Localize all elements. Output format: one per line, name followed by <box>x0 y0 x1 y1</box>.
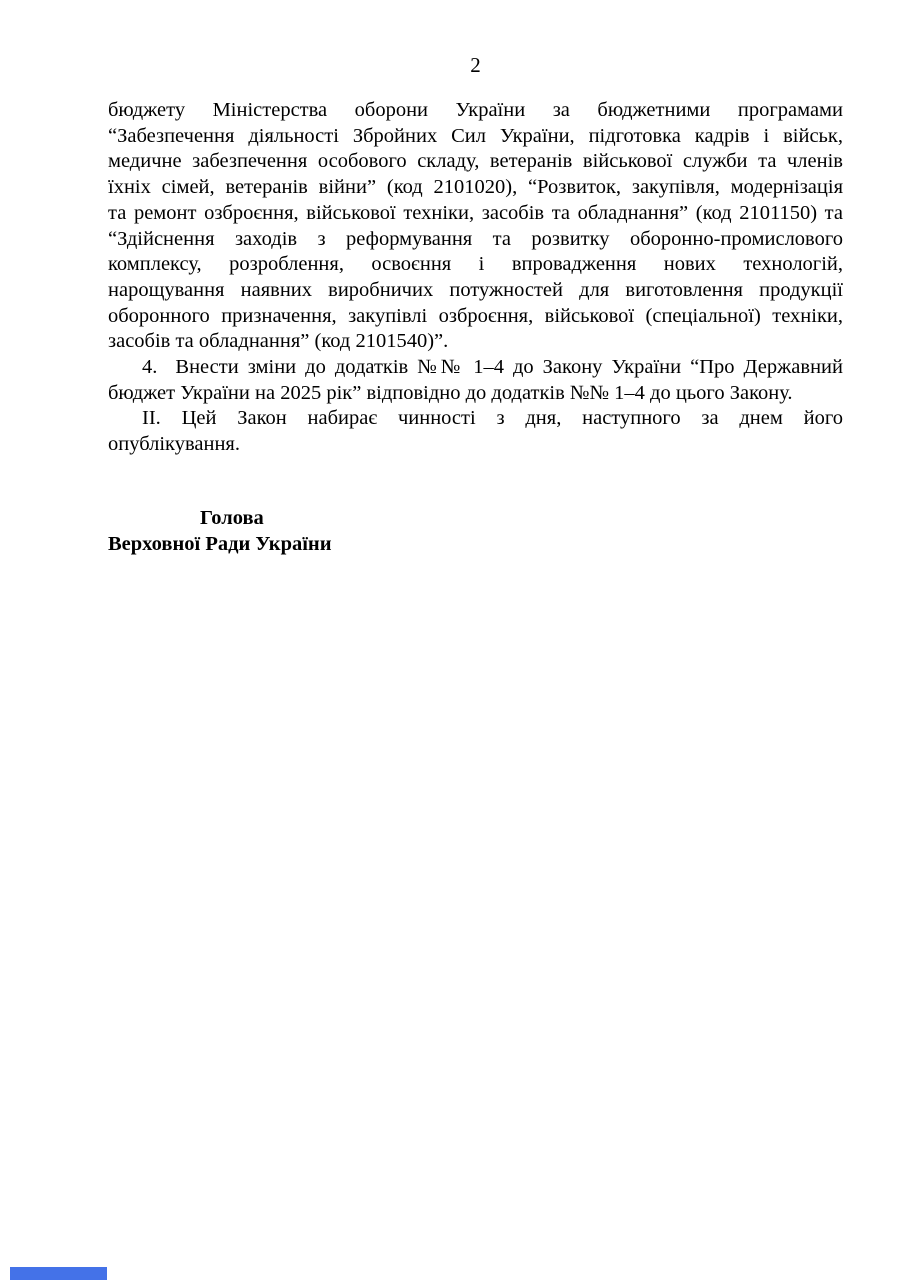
text-line: та ремонт озброєння, військової техніки, засобів та обладнання” (код 2101150) та <box>108 201 843 224</box>
text-line: нарощування наявних виробничих потужностей для виготовлення продукції <box>108 278 843 301</box>
text-line: ІІ. Цей Закон набирає чинності з дня, наступного за днем його <box>142 407 843 430</box>
text-line: “Забезпечення діяльності Збройних Сил України, підготовка кадрів і військ, <box>108 124 843 147</box>
text-line: “Здійснення заходів з реформування та розвитку оборонно-промислового <box>108 227 843 250</box>
signature-block <box>108 506 843 557</box>
text-line: опублікування. <box>108 433 240 456</box>
page-content <box>108 52 843 557</box>
text-line: 4. Внести зміни до додатків №№ 1–4 до Закону України “Про Державний <box>142 356 843 379</box>
text-line: оборонного призначення, закупівлі озброєння, військової (спеціальної) техніки, <box>108 304 843 327</box>
signature-organization: Верховної Ради України <box>108 532 332 555</box>
text-line: комплексу, розроблення, освоєння і впровадження нових технологій, <box>108 253 843 276</box>
text-line: бюджет України на 2025 рік” відповідно до додатків №№ 1–4 до цього Закону. <box>108 381 793 404</box>
page-number: 2 <box>470 53 481 77</box>
text-line: медичне забезпечення особового складу, ветеранів військової служби та членів <box>108 150 843 173</box>
paragraph-budget-programs <box>108 98 843 355</box>
text-line: бюджету Міністерства оборони України за бюджетними програмами <box>108 99 843 121</box>
signature-title: Голова <box>200 506 264 529</box>
text-line: засобів та обладнання” (код 2101540)”. <box>108 330 449 353</box>
paragraph-section-2-entry-into-force <box>108 406 843 457</box>
paragraph-item-4 <box>108 355 843 406</box>
loading-progress-bar <box>10 1267 107 1280</box>
document-body <box>108 98 843 458</box>
text-line: їхніх сімей, ветеранів війни” (код 2101020), “Розвиток, закупівля, модернізація <box>108 176 843 199</box>
